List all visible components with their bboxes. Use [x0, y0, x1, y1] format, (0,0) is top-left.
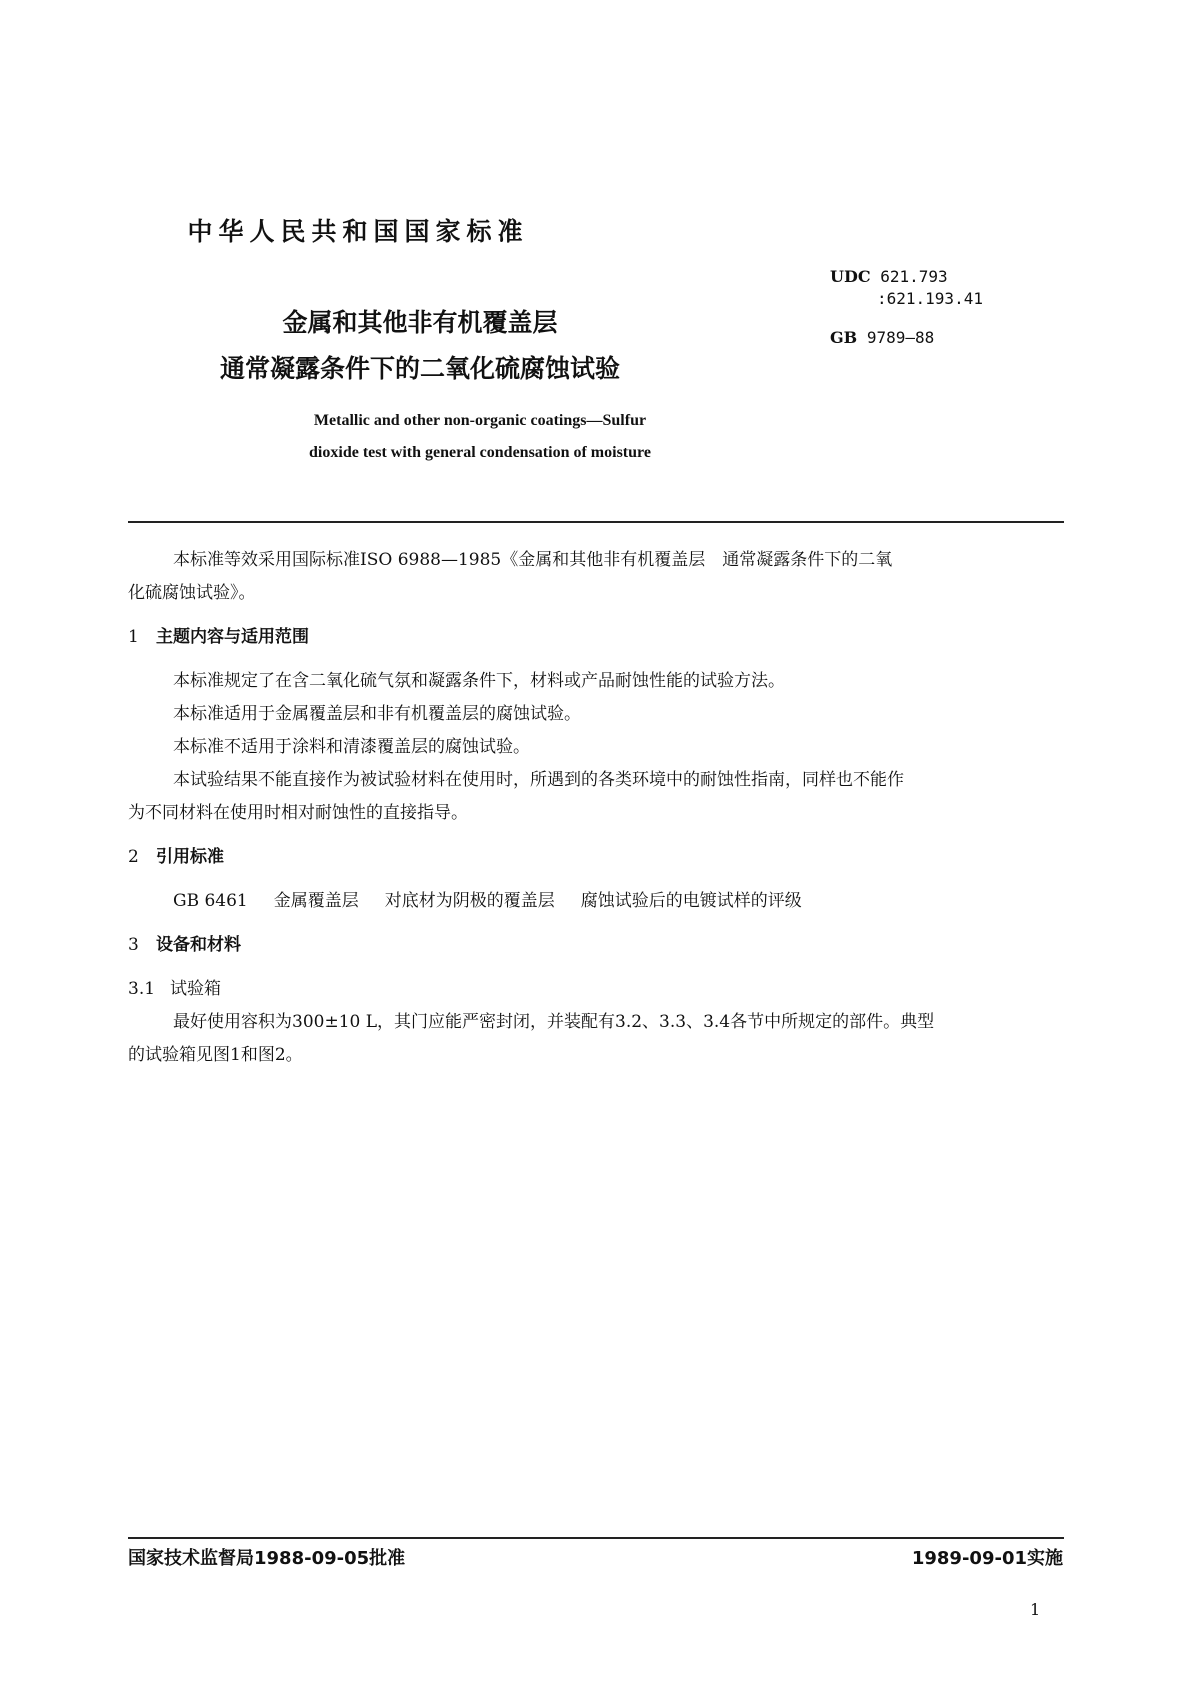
ref-part-1: 金属覆盖层 — [273, 891, 359, 911]
referenced-standard — [128, 885, 1064, 918]
page-number: 1 — [1030, 1600, 1041, 1619]
section-1-paragraph-2: 本标准适用于金属覆盖层和非有机覆盖层的腐蚀试验。 — [173, 704, 581, 724]
section-3-1-number: 3.1 — [128, 979, 156, 999]
ref-part-2: 对底材为阴极的覆盖层 — [384, 891, 555, 911]
section-1-paragraph-4-line-1: 本试验结果不能直接作为被试验材料在使用时，所遇到的各类环境中的耐蚀性指南，同样也不能作 — [173, 770, 904, 790]
section-1-paragraph-4-line-2: 为不同材料在使用时相对耐蚀性的直接指导。 — [128, 803, 468, 823]
ref-code: GB 6461 — [173, 891, 248, 911]
section-1-paragraph-1: 本标准规定了在含二氧化硫气氛和凝露条件下，材料或产品耐蚀性能的试验方法。 — [173, 671, 785, 691]
effective-date: 1989-09-01实施 — [911, 1548, 1063, 1569]
bottom-divider — [128, 1537, 1064, 1539]
udc-classification — [830, 266, 983, 310]
section-1-paragraph-3: 本标准不适用于涂料和清漆覆盖层的腐蚀试验。 — [173, 737, 530, 757]
title-cn-line-2: 通常凝露条件下的二氧化硫腐蚀试验 — [219, 354, 620, 383]
document-body — [128, 544, 1064, 1072]
title-en-line-2: dioxide test with general condensation of moisture — [309, 444, 651, 461]
section-3-title: 设备和材料 — [156, 935, 241, 955]
intro-line-1: 本标准等效采用国际标准ISO 6988—1985《金属和其他非有机覆盖层 通常凝露条件下的二氧 — [173, 550, 893, 570]
gb-standard-number — [830, 328, 934, 347]
section-3-1-heading — [128, 973, 1064, 1006]
section-3-heading — [128, 929, 1064, 962]
section-3-1-title: 试验箱 — [170, 979, 221, 999]
section-3-1-line-2: 的试验箱见图1和图2。 — [128, 1045, 303, 1065]
title-cn-line-1: 金属和其他非有机覆盖层 — [282, 308, 558, 337]
approval-date: 国家技术监督局1988-09-05批准 — [128, 1548, 406, 1569]
section-1-number: 1 — [128, 627, 139, 647]
ref-part-3: 腐蚀试验后的电镀试样的评级 — [580, 891, 802, 911]
udc-code-1: 621.793 — [880, 267, 948, 286]
gb-label: GB — [830, 328, 858, 347]
gb-code: 9789—88 — [866, 328, 935, 347]
section-3-number: 3 — [128, 935, 139, 955]
udc-label: UDC — [830, 267, 871, 286]
section-1-title: 主题内容与适用范围 — [156, 627, 309, 647]
section-2-number: 2 — [128, 847, 139, 867]
section-3-1-line-1: 最好使用容积为300±10 L，其门应能严密封闭，并装配有3.2、3.3、3.4各节中所规定的部件。典型 — [173, 1012, 935, 1032]
intro-line-2: 化硫腐蚀试验》。 — [128, 583, 256, 603]
section-2-title: 引用标准 — [156, 847, 224, 867]
section-2-heading — [128, 841, 1064, 874]
section-1-heading — [128, 621, 1064, 654]
national-standard-title: 中华人民共和国国家标准 — [187, 217, 529, 246]
udc-code-2: :621.193.41 — [877, 289, 983, 308]
top-divider — [128, 521, 1064, 523]
title-en-line-1: Metallic and other non-organic coatings—Sulfur — [313, 412, 647, 429]
document-title-cn — [0, 300, 840, 392]
document-title-en — [0, 405, 960, 469]
